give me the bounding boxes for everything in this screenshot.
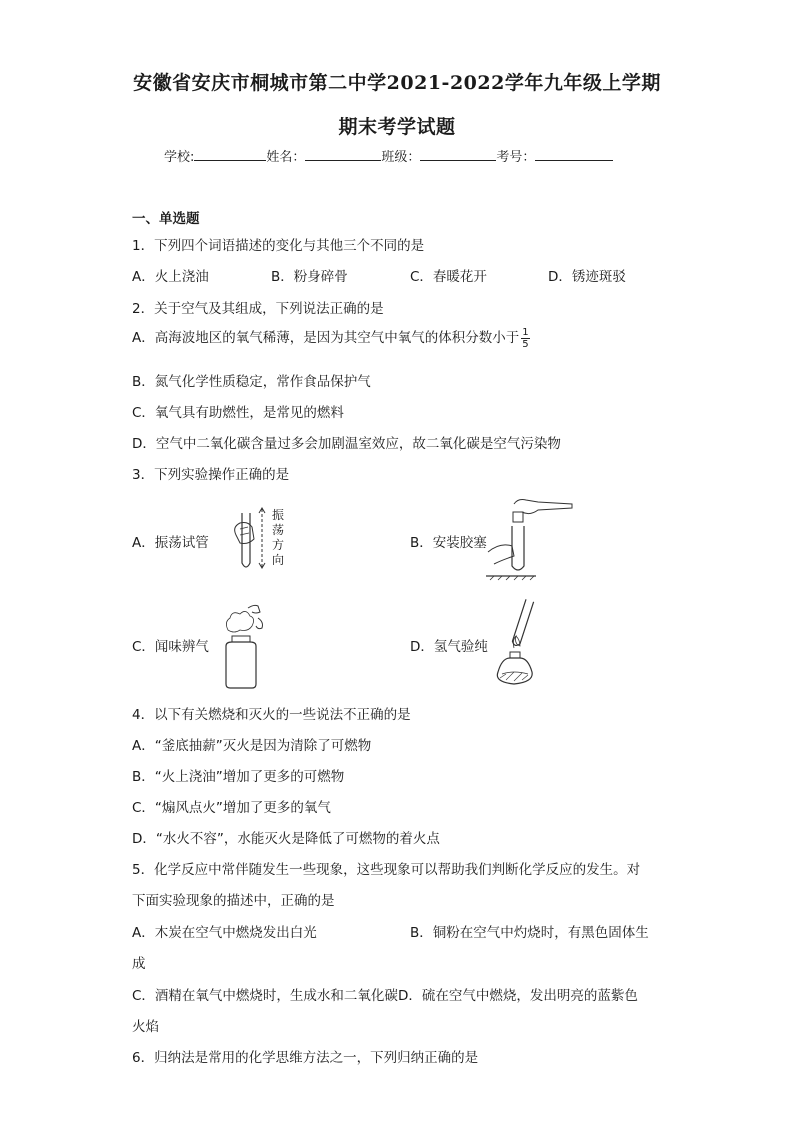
- q3-stem: 3．下列实验操作正确的是: [132, 467, 290, 483]
- inserting-stopper-figure: [486, 494, 576, 584]
- q2-option-c: C．氧气具有助燃性，是常见的燃料: [132, 405, 344, 421]
- student-info-row: [164, 146, 613, 165]
- q3-option-a: A．振荡试管: [132, 535, 209, 551]
- q4-option-a: A．“釜底抽薪”灭火是因为清除了可燃物: [132, 738, 372, 754]
- q5-option-b-cont: 成: [132, 956, 146, 972]
- school-field[interactable]: [194, 146, 266, 161]
- q1-stem: 1．下列四个词语描述的变化与其他三个不同的是: [132, 238, 425, 254]
- hydrogen-purity-test-figure: [494, 600, 544, 690]
- number-field[interactable]: [535, 146, 613, 161]
- q4-option-b: B．“火上浇油”增加了更多的可燃物: [132, 769, 345, 785]
- shake-direction-label: 振 荡 方 向: [272, 508, 285, 567]
- q2-option-d: D．空气中二氧化碳含量过多会加剧温室效应，故二氧化碳是空气污染物: [132, 436, 561, 452]
- name-label: 姓名：: [266, 150, 306, 165]
- q5-option-b: B．铜粉在空气中灼烧时，有黑色固体生: [410, 925, 649, 941]
- class-field[interactable]: [420, 146, 496, 161]
- q4-option-c: C．“煽风点火”增加了更多的氧气: [132, 800, 331, 816]
- fraction: [521, 327, 529, 350]
- q3-option-d: D．氢气验纯: [410, 639, 488, 655]
- q5-option-c: C．酒精在氧气中燃烧时，生成水和二氧化碳: [132, 988, 398, 1004]
- q3-option-c: C．闻味辨气: [132, 639, 209, 655]
- q5-stem-line2: 下面实验现象的描述中，正确的是: [132, 893, 335, 909]
- q1-option-b: B．粉身碎骨: [271, 269, 348, 285]
- smelling-gas-figure: [214, 600, 274, 690]
- class-label: 班级：: [381, 150, 421, 165]
- q5-option-d-cont: 火焰: [132, 1019, 159, 1035]
- doc-title-line2: 期末考学试题: [338, 116, 456, 138]
- q2-stem: 2．关于空气及其组成，下列说法正确的是: [132, 301, 384, 317]
- number-label: 考号：: [496, 150, 536, 165]
- q1-option-c: C．春暖花开: [410, 269, 487, 285]
- q5-option-d: D．硫在空气中燃烧，发出明亮的蓝紫色: [397, 988, 638, 1004]
- fraction-denominator: 5: [522, 338, 529, 350]
- q5-option-cd-row: [132, 984, 638, 1004]
- school-label: 学校:: [164, 150, 195, 165]
- q6-stem: 6．归纳法是常用的化学思维方法之一，下列归纳正确的是: [132, 1050, 479, 1066]
- q2-option-b: B．氮气化学性质稳定，常作食品保护气: [132, 374, 371, 390]
- q5-stem-line1: 5．化学反应中常伴随发生一些现象，这些现象可以帮助我们判断化学反应的发生。对: [132, 862, 641, 878]
- q1-option-a: A．火上浇油: [132, 269, 209, 285]
- q3-option-b: B．安装胶塞: [410, 535, 487, 551]
- q5-option-a: A．木炭在空气中燃烧发出白光: [132, 925, 317, 941]
- q2-option-a: A．高海波地区的氧气稀薄，是因为其空气中氧气的体积分数小于: [132, 330, 520, 346]
- q2-option-a-row: [132, 326, 530, 350]
- q1-option-d: D．锈迹斑驳: [548, 269, 626, 285]
- name-field[interactable]: [305, 146, 381, 161]
- doc-title-line1: 安徽省安庆市桐城市第二中学2021-2022学年九年级上学期: [133, 72, 661, 94]
- q4-stem: 4．以下有关燃烧和灭火的一些说法不正确的是: [132, 707, 411, 723]
- section-heading: 一、单选题: [132, 211, 200, 227]
- q4-option-d: D．“水火不容”，水能灭火是降低了可燃物的着火点: [132, 831, 440, 847]
- fraction-numerator: 1: [522, 326, 529, 338]
